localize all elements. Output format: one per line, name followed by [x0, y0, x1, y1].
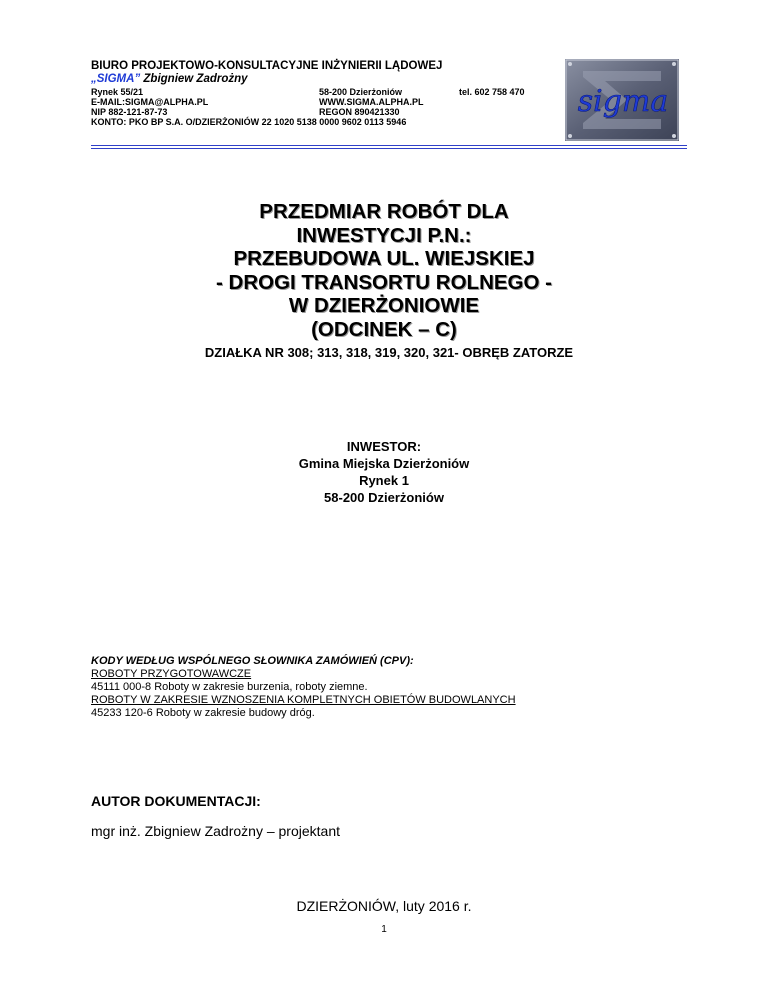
title-line: PRZEDMIAR ROBÓT DLA	[259, 200, 509, 223]
cpv-code: 45233 120-6 Roboty w zakresie budowy dróg.	[91, 707, 315, 719]
address: Rynek 55/21	[91, 87, 144, 97]
website: WWW.SIGMA.ALPHA.PL	[319, 97, 424, 107]
sigma-logo	[565, 59, 679, 141]
nip: NIP 882-121-87-73	[91, 107, 168, 117]
letterhead	[91, 60, 551, 127]
cpv-group: ROBOTY PRZYGOTOWAWCZE	[91, 668, 252, 680]
title-line: W DZIERŻONIOWIE	[288, 294, 480, 317]
brand-name: „SIGMA”	[91, 73, 141, 85]
owner-name: Zbigniew Zadrożny	[143, 73, 248, 85]
city: 58-200 Dzierżoniów	[319, 87, 403, 97]
author-name: mgr inż. Zbigniew Zadrożny – projektant	[91, 823, 340, 839]
investor-street: Rynek 1	[359, 473, 409, 488]
parcel-info: DZIAŁKA NR 308; 313, 318, 319, 320, 321- OBRĘB ZATORZE	[204, 345, 574, 360]
title-line: - DROGI TRANSORTU ROLNEGO -	[216, 270, 552, 294]
title-line: PRZEBUDOWA UL. WIEJSKIEJ	[233, 247, 535, 270]
investor-block	[184, 438, 584, 506]
contact-info	[91, 87, 551, 117]
bank-account: KONTO: PKO BP S.A. O/DZIERŻONIÓW 22 1020 5138 0000 9602 0113 5946	[91, 117, 407, 127]
phone: tel. 602 758 470	[459, 87, 525, 97]
company-owner-line	[91, 73, 551, 86]
page-number: 1	[381, 924, 387, 935]
cpv-group: ROBOTY W ZAKRESIE WZNOSZENIA KOMPLETNYCH OBIETÓW BUDOWLANYCH	[91, 694, 516, 706]
regon: REGON 890421330	[319, 107, 400, 117]
header-rule	[91, 148, 687, 149]
author-heading: AUTOR DOKUMENTACJI:	[91, 793, 261, 809]
company-name: BIURO PROJEKTOWO-KONSULTACYJNE INŻYNIERII LĄDOWEJ	[91, 60, 443, 72]
title-line: INWESTYCJI P.N.:	[296, 223, 472, 247]
cpv-title: KODY WEDŁUG WSPÓLNEGO SŁOWNIKA ZAMÓWIEŃ (CPV):	[91, 655, 414, 667]
header-rule	[91, 145, 687, 146]
cpv-codes	[91, 655, 687, 720]
investor-city: 58-200 Dzierżoniów	[324, 490, 444, 505]
title-line: (ODCINEK – C)	[311, 317, 457, 341]
email: E-MAIL:SIGMA@ALPHA.PL	[91, 97, 209, 107]
cpv-code: 45111 000-8 Roboty w zakresie burzenia, roboty ziemne.	[91, 681, 368, 693]
investor-label: INWESTOR:	[346, 439, 422, 454]
logo-text: sigma	[577, 84, 669, 119]
investor-name: Gmina Miejska Dzierżoniów	[298, 456, 470, 471]
document-title	[94, 200, 674, 341]
place-date: DZIERŻONIÓW, luty 2016 r.	[296, 898, 472, 914]
